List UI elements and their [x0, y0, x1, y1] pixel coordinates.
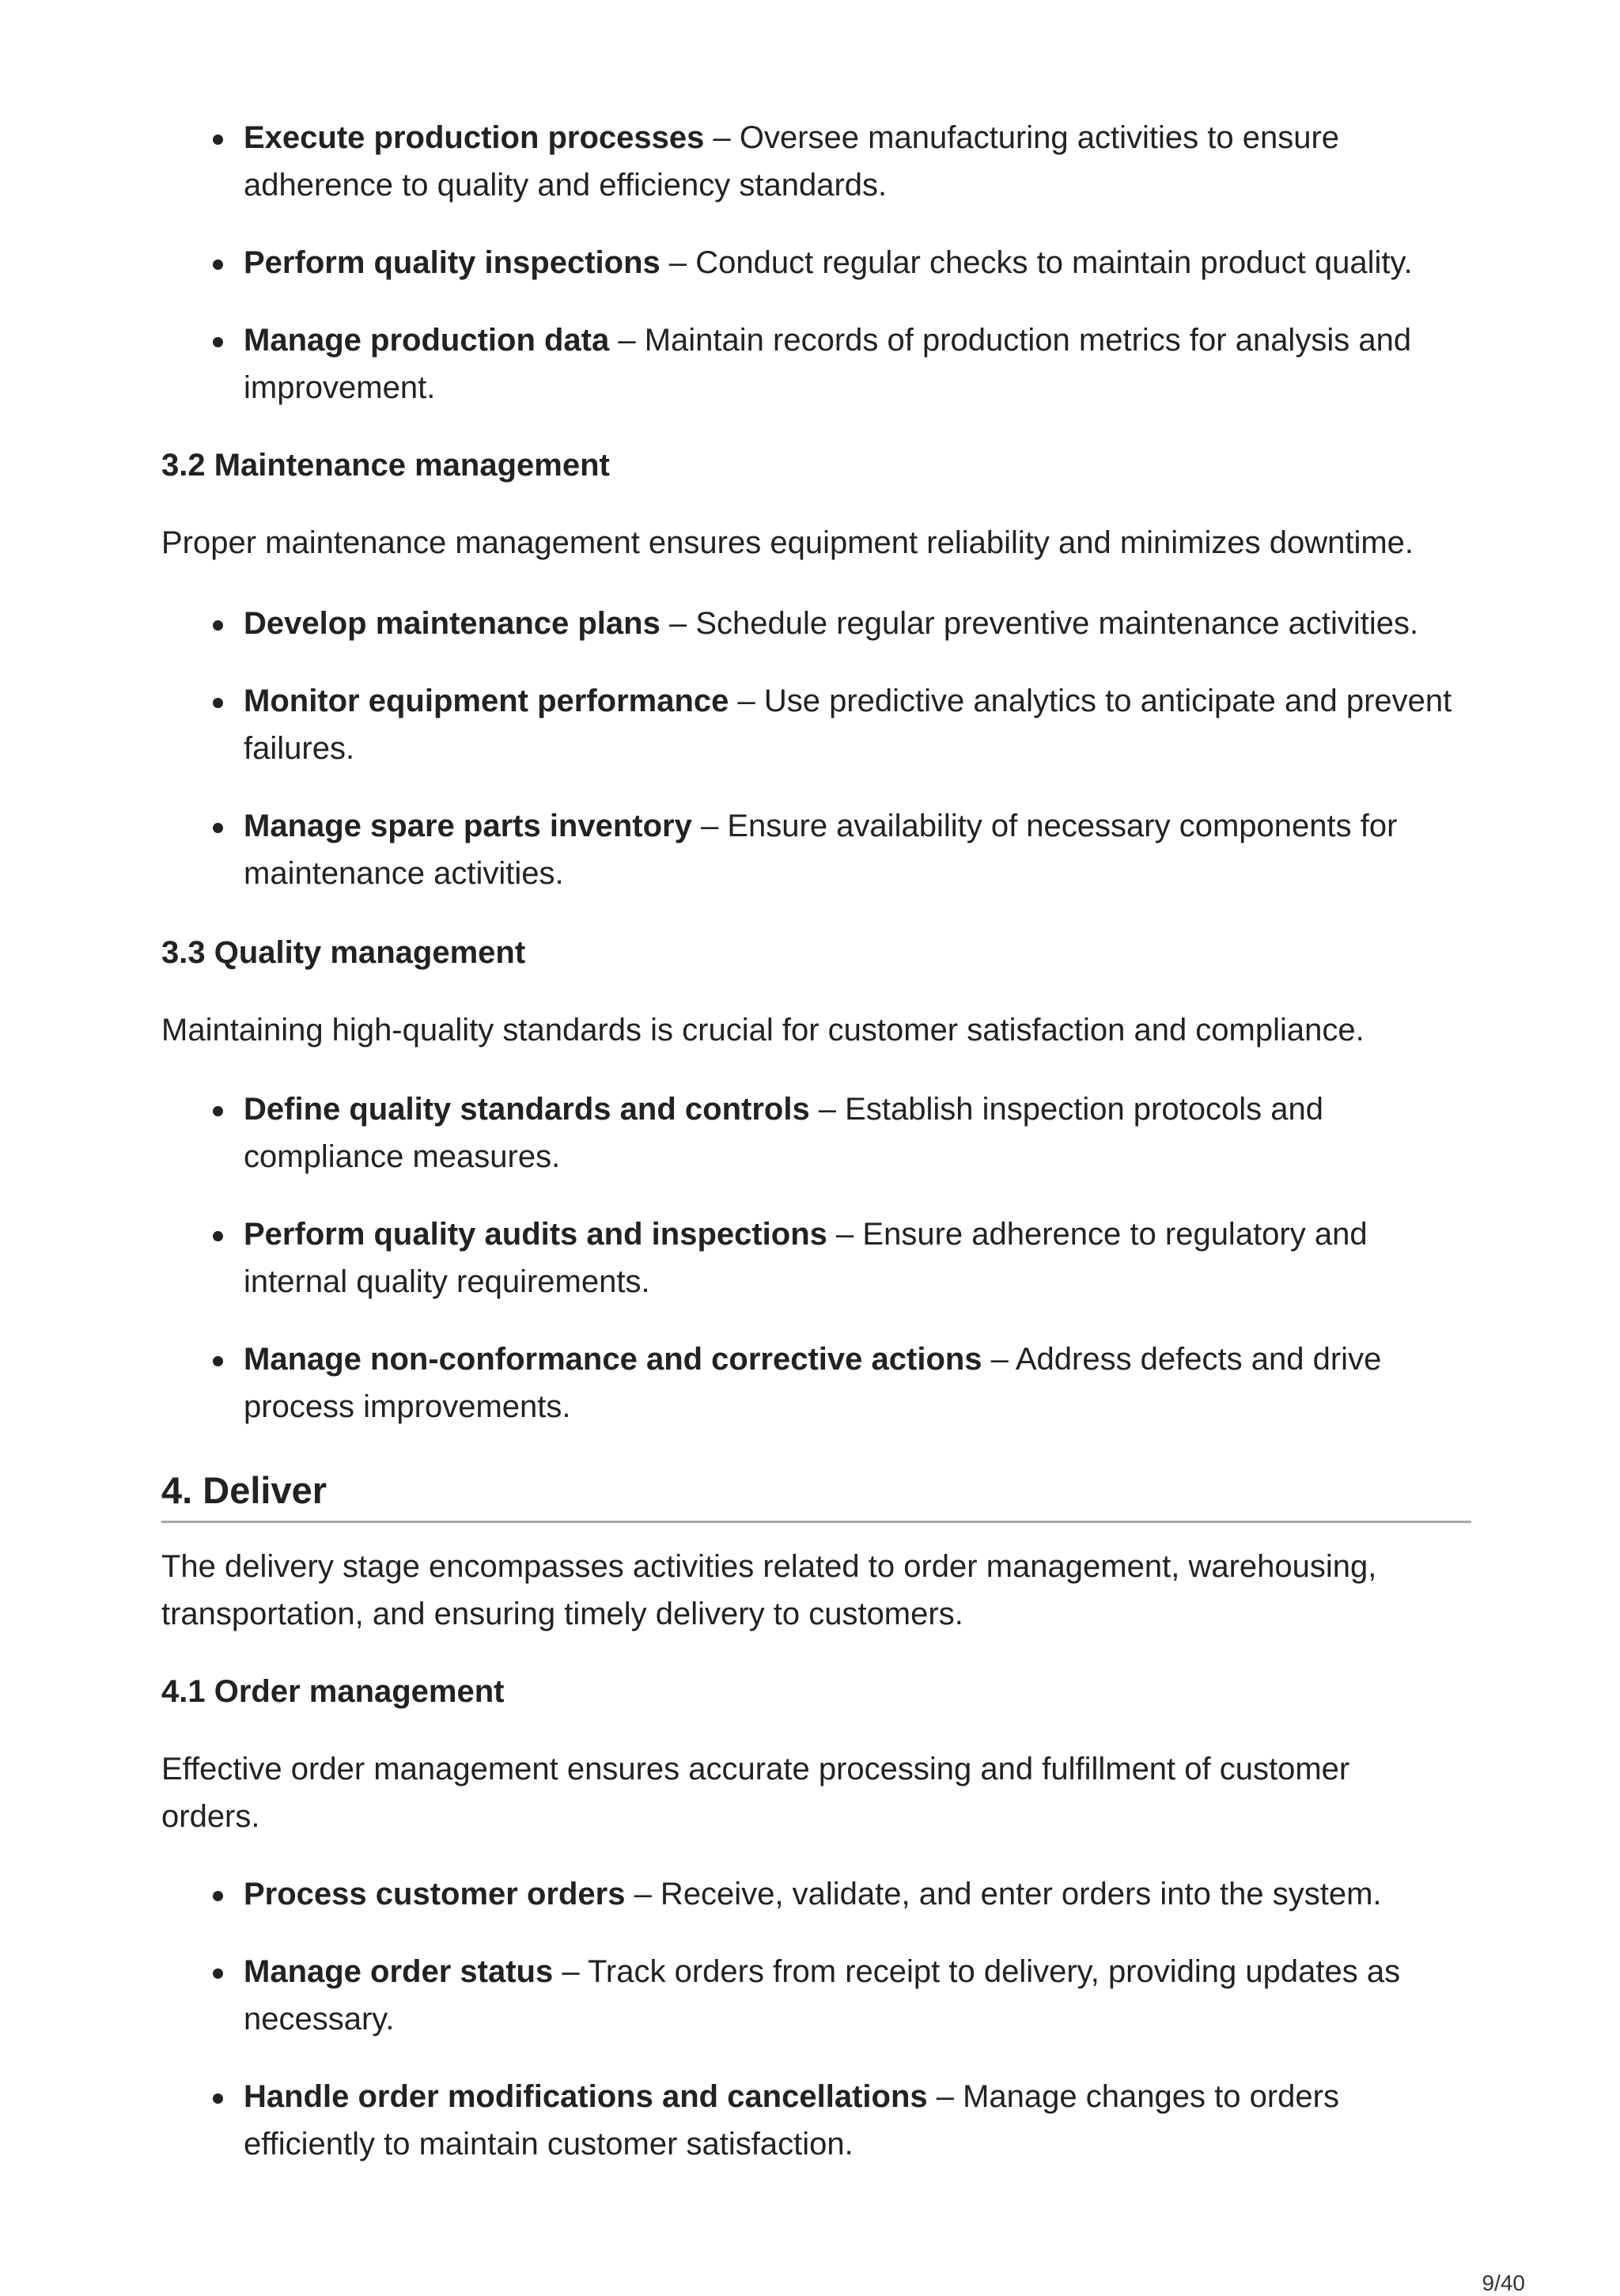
list-item: [161, 1211, 1474, 1305]
list-item-title: Manage order status: [244, 1954, 554, 1989]
list-item: [161, 1085, 1474, 1180]
paragraph: Proper maintenance management ensures equipment reliability and minimizes downtime.: [161, 525, 1414, 560]
list-item-title: Define quality standards and controls: [244, 1092, 810, 1127]
list-item-title: Perform quality audits and inspections: [244, 1217, 827, 1252]
list-item: [161, 1336, 1474, 1430]
list-item: [161, 2073, 1474, 2168]
paragraph: Maintaining high-quality standards is crucial for customer satisfaction and compliance.: [161, 1013, 1365, 1048]
list-item-title: Handle order modifications and cancellations: [244, 2079, 928, 2114]
section-heading: 4. Deliver: [161, 1465, 1471, 1523]
list-item: [161, 802, 1474, 897]
list-item-text: – Receive, validate, and enter orders into the system.: [625, 1877, 1382, 1911]
list-item-title: Process customer orders: [244, 1877, 626, 1911]
list-item: [161, 600, 1509, 647]
list-item-text: – Conduct regular checks to maintain product quality.: [660, 245, 1413, 280]
list-item-text: – Oversee manufacturing activities to ensure adherence to quality and efficiency standards.: [244, 120, 1340, 203]
list-item-text: – Manage changes to orders efficiently to maintain customer satisfaction.: [244, 2079, 1339, 2161]
list-item-text: – Maintain records of production metrics for analysis and improvement.: [244, 323, 1412, 405]
list-item-text: – Address defects and drive process improvements.: [244, 1342, 1382, 1424]
list-item-title: Manage production data: [244, 323, 610, 358]
section-subheading: 3.3 Quality management: [161, 935, 526, 970]
list-item: [161, 677, 1474, 772]
list-item-text: – Ensure adherence to regulatory and internal quality requirements.: [244, 1217, 1368, 1299]
page-number: 9/40: [1482, 2271, 1525, 2295]
paragraph: Effective order management ensures accurate processing and fulfillment of customer orders.: [161, 1752, 1350, 1834]
list-item: [161, 114, 1474, 209]
list-item-text: – Use predictive analytics to anticipate and prevent failures.: [244, 684, 1452, 766]
list-item: [161, 239, 1509, 286]
section-subheading: 3.2 Maintenance management: [161, 448, 610, 483]
list-item-text: – Track orders from receipt to delivery, providing updates as necessary.: [244, 1954, 1401, 2036]
list-item-title: Execute production processes: [244, 120, 705, 155]
list-item-title: Manage non-conformance and corrective actions: [244, 1342, 982, 1377]
list-item: [161, 1870, 1509, 1918]
list-item-title: Perform quality inspections: [244, 245, 660, 280]
list-item-text: – Ensure availability of necessary components for maintenance activities.: [244, 809, 1398, 891]
list-item-title: Monitor equipment performance: [244, 684, 729, 718]
paragraph: The delivery stage encompasses activities related to order management, warehousing, transportation, and ensuring timely delivery to customers.: [161, 1549, 1377, 1631]
list-item: [161, 1948, 1478, 2043]
list-item-text: – Establish inspection protocols and compliance measures.: [244, 1092, 1323, 1174]
list-item: [161, 316, 1478, 411]
list-item-text: – Schedule regular preventive maintenance activities.: [660, 606, 1419, 641]
list-item-title: Develop maintenance plans: [244, 606, 660, 641]
list-item-title: Manage spare parts inventory: [244, 809, 692, 843]
section-subheading: 4.1 Order management: [161, 1674, 505, 1709]
